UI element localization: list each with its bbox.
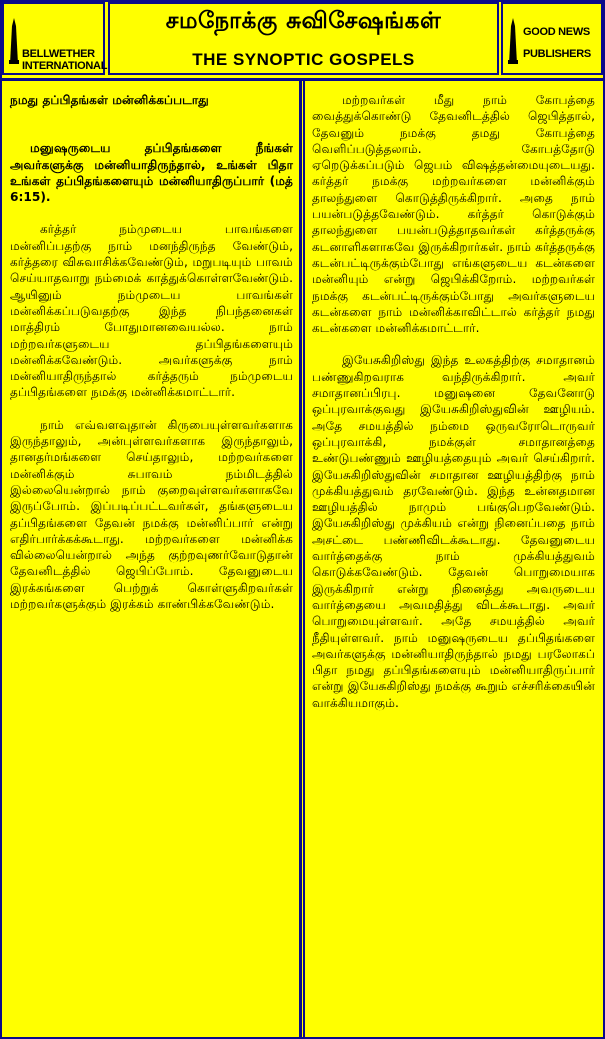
column-divider [299, 81, 302, 1037]
bellwether-logo-line2: INTERNATIONAL [22, 60, 108, 72]
right-paragraph-2: இயேசுகிறிஸ்து இந்த உலகத்திற்கு சமாதானம் பண்ணுகிறவராக வந்திருக்கிறார். அவர் சமாதானப்பிரபு. மனுஷனை தேவனோடு ஒப்புரவாக்குவது இயேசுகிறிஸ்துவின் ஊழியம். அதே சமயத்தில் நம்மை ஒருவரோடொருவர் ஒப்புரவாக்கி, நமக்குள் சமாதானத்தை உண்டுபண்ணும் ஊழியத்தையும் அவர் செய்கிறார். இயேசுகிறிஸ்துவின் சமாதான ஊழியத்திற்கு நாம் முக்கியத்துவம் தரவேண்டும். இந்த உன்னதமான ஊழியத்தில் நாமும் பங்குபெறவேண்டும். இயேசுகிறிஸ்து முக்கியம் என்று நினைப்பதை நாம் அசட்டை பண்ணிவிடக்கூடாது. தேவனுடைய வார்த்தைக்கு நாம் முக்கியத்துவம் கொடுக்கவேண்டும். தேவன் பொறுமையாக இருக்கிறார் என்று நினைத்து அவருடைய வார்த்தையை அவமதித்து விடக்கூடாது. அவர் பொறுமையுள்ளவர். அதே சமயத்தில் அவர் நீதியுள்ளவர். நாம் மனுஷருடைய தப்பிதங்களை அவர்களுக்கு மன்னியாதிருந்தால் நமது பரலோகப் பிதா நமது தப்பிதங்களையும் மன்னியாதிருப்பார் என்று இயேசுகிறிஸ்து நமக்கு கூறும் எச்சரிக்கையின் வாக்கியமாகும். [312, 353, 595, 710]
left-column [10, 92, 293, 612]
good-news-logo-box [501, 2, 603, 75]
right-paragraph-1: மற்றவர்கள் மீது நாம் கோபத்தை வைத்துக்கொண்டு தேவனிடத்தில் ஜெபித்தால், தேவனும் நமக்கு தமது கோபத்தை வெளிப்படுத்தலாம். கோபத்தோடு ஏறெடுக்கப்படும் ஜெபம் விஷத்தன்மையுடையது. கர்த்தர் நமக்கு மற்றவர்களை மன்னிக்கும் தாலந்துளை கொடுத்திருக்கிறார். அதை நாம் பயன்படுத்தவேண்டும். கர்த்தர் கொடுக்கும் தாலந்துளை பயன்படுத்தாதவர்கள் கர்த்தருக்கு கடனாளிகளாகவே இருக்கிறார்கள். நாம் கர்த்தருக்கு கடன்பட்டிருக்கும்போது எங்களுடைய கடன்களை மன்னியும் என்று ஜெபிக்கிறோம். மற்றவர்கள் நமக்கு கடன்பட்டிருக்கும்போது அவர்களுடைய கடன்களை நாம் மன்னிக்காவிட்டால் கர்த்தர் நமது கடன்களை மன்னிக்கமாட்டார். [312, 93, 595, 336]
title-box [108, 2, 499, 75]
bellwether-logo-box [2, 2, 108, 75]
column-divider-inner [303, 81, 305, 1037]
left-paragraph-2: நாம் எவ்வளவுதான் கிருபையுள்ளவர்களாக இருந்தாலும், அன்புள்ளவர்களாக இருந்தாலும், தானதர்மங்களை செய்தாலும், மற்றவர்களை மன்னிக்கும் சுபாவம் நம்மிடத்தில் இல்லையென்றால் நாம் குறைவுள்ளவர்களாகவே இருப்போம். இப்படிப்பட்டவர்கள், தங்களுடைய தப்பிதங்களை தேவன் நமக்கு மன்னிப்பார் என்று எதிர்பார்க்கக்கூடாது. மற்றவர்களை மன்னிக்க வில்லையென்றால் அந்த குற்றவுணர்வோடுதான் தேவனிடத்தில் ஜெபிப்போம். தேவனுடைய இரக்கங்களை பெற்றுக் கொள்ளுகிறவர்கள் மற்றவர்களுக்கும் இரக்கம் காண்பிக்கவேண்டும். [10, 417, 293, 612]
section-heading: நமது தப்பிதங்கள் மன்னிக்கப்படாது [10, 93, 209, 107]
good-news-logo-line2: PUBLISHERS [523, 48, 591, 60]
bellwether-logo-icon [4, 10, 108, 72]
good-news-logo-line1: GOOD NEWS [523, 26, 590, 38]
title-english: THE SYNOPTIC GOSPELS [192, 50, 415, 69]
scripture-verse: மனுஷருடைய தப்பிதங்களை நீங்கள் அவர்களுக்கு மன்னியாதிருந்தால், உங்கள் பிதா உங்கள் தப்பிதங்களையும் மன்னியாதிருப்பார் (மத் 6:15). [10, 141, 293, 205]
bellwether-logo-line1: BELLWETHER [22, 48, 95, 60]
left-paragraph-1: கர்த்தர் நம்முடைய பாவங்களை மன்னிப்பதற்கு நாம் மனந்திருந்த வேண்டும், கர்த்தரை விசுவாசிக்கவேண்டும், மறுபடியும் பாவம் செய்யாதவாறு நம்மைக் காத்துக்கொள்ளவேண்டும். ஆயினும் நம்முடைய பாவங்கள் மன்னிக்கப்படுவதற்கு இந்த நிபந்தனைகள் மாத்திரம் போதுமானவையல்ல. நாம் மற்றவர்களுடைய தப்பிதங்களையும் மன்னிக்கவேண்டும். அவர்களுக்கு நாம் மன்னியாதிருந்தால் கர்த்தரும் நம்முடைய தப்பிதங்களை நமக்கு மன்னிக்கமாட்டார். [10, 222, 293, 400]
good-news-logo-icon [503, 10, 599, 70]
title-tamil: சமநோக்கு சுவிசேஷங்கள் [165, 8, 442, 34]
right-column [312, 92, 595, 711]
